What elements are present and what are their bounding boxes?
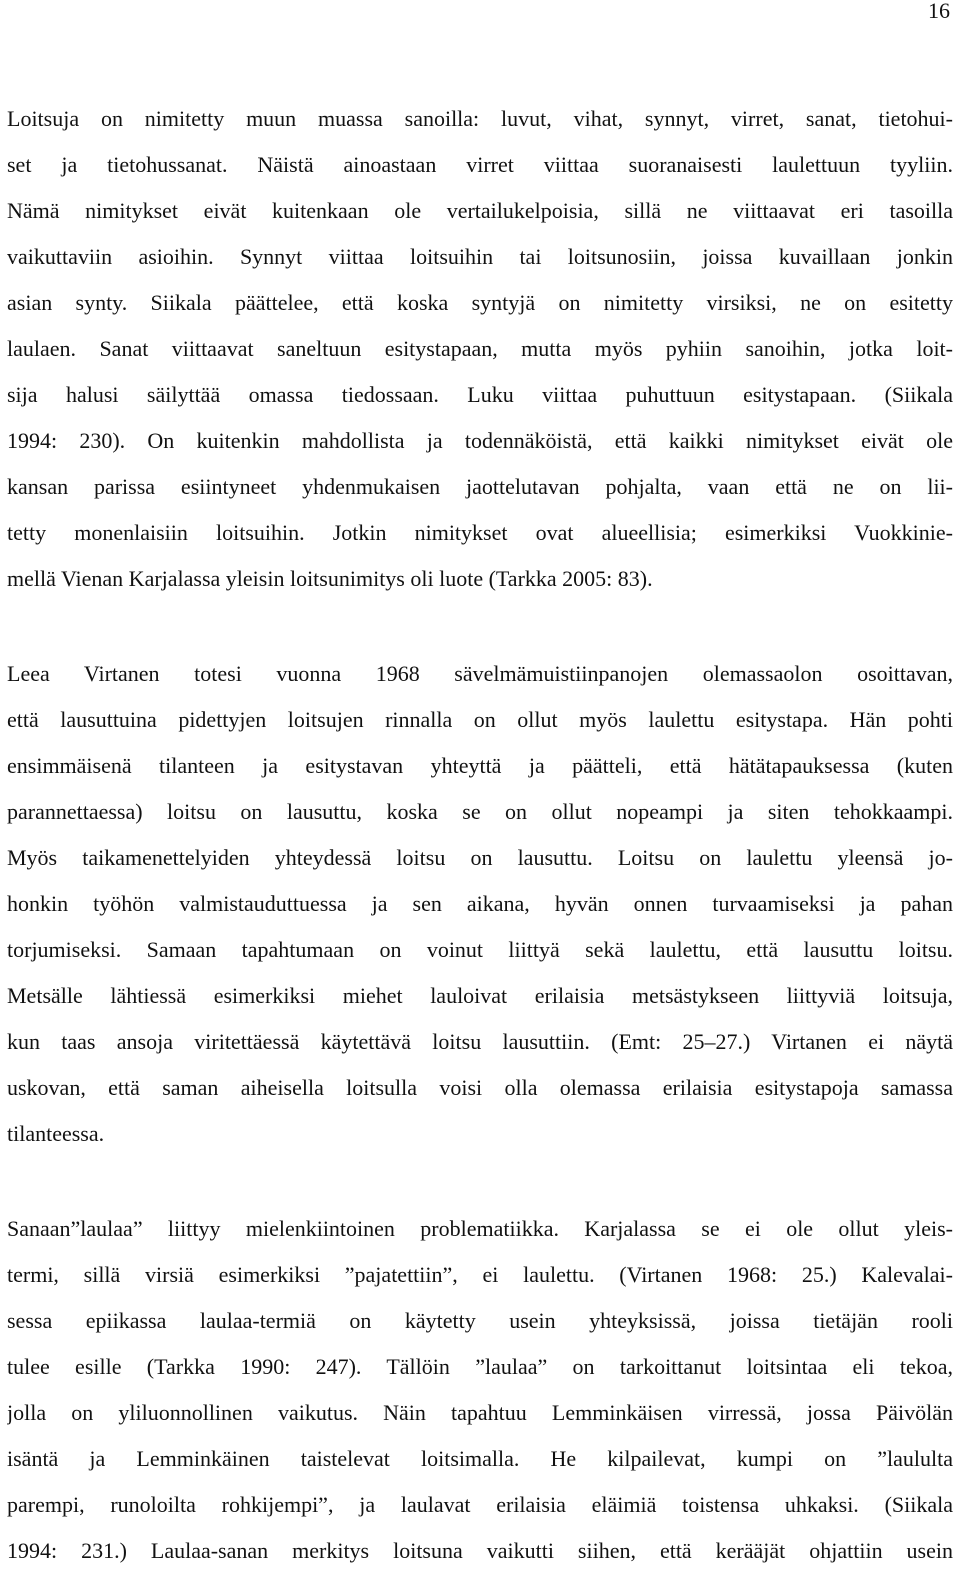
paragraph-2 xyxy=(7,651,953,1157)
paragraph-line: ensimmäisenä tilanteen ja esitystavan yhteyttä ja päätteli, että hätätapauksessa (kuten xyxy=(7,753,953,778)
paragraph-line: kun taas ansoja viritettäessä käytettävä loitsu lausuttiin. (Emt: 25–27.) Virtanen ei näytä xyxy=(7,1029,953,1054)
paragraph-line: 1994: 230). On kuitenkin mahdollista ja todennäköistä, että kaikki nimitykset eivät ole xyxy=(7,428,953,453)
paragraph-line: sessa epiikassa laulaa-termiä on käytetty usein yhteyksissä, joissa tietäjän rooli xyxy=(7,1308,953,1333)
paragraph-line: jolla on yliluonnollinen vaikutus. Näin tapahtuu Lemminkäisen virressä, jossa Päivölän xyxy=(7,1400,953,1425)
paragraph-3 xyxy=(7,1206,953,1574)
paragraph-line: sija halusi säilyttää omassa tiedossaan. Luku viittaa puhuttuun esitystapaan. (Siikala xyxy=(7,382,953,407)
paragraph-line: että lausuttuina pidettyjen loitsujen rinnalla on ollut myös laulettu esitystapa. Hän pohti xyxy=(7,707,953,732)
paragraph-line: uskovan, että saman aiheisella loitsulla voisi olla olemassa erilaisia esitystapoja samassa xyxy=(7,1075,953,1100)
paragraph-line: tetty monenlaisiin loitsuihin. Jotkin nimitykset ovat alueellisia; esimerkiksi Vuokkinie- xyxy=(7,520,953,545)
paragraph-line: set ja tietohussanat. Näistä ainoastaan virret viittaa suoranaisesti laulettuun tyyliin. xyxy=(7,152,953,177)
paragraph-line: isäntä ja Lemminkäinen taistelevat loitsimalla. He kilpailevat, kumpi on ”laululta xyxy=(7,1446,953,1471)
paragraph-1 xyxy=(7,96,953,602)
paragraph-line: parannettaessa) loitsu on lausuttu, koska se on ollut nopeampi ja siten tehokkaampi. xyxy=(7,799,953,824)
page-number: 16 xyxy=(928,0,950,23)
paragraph-line: Sanaan”laulaa” liittyy mielenkiintoinen problematiikka. Karjalassa se ei ole ollut yleis- xyxy=(7,1216,953,1241)
paragraph-line: 1994: 231.) Laulaa-sanan merkitys loitsuna vaikutti siihen, että kerääjät ohjattiin usein xyxy=(7,1538,953,1563)
paragraph-line: laulaen. Sanat viittaavat saneltuun esitystapaan, mutta myös pyhiin sanoihin, jotka loit- xyxy=(7,336,953,361)
paragraph-line: termi, sillä virsiä esimerkiksi ”pajatettiin”, ei laulettu. (Virtanen 1968: 25.) Kalevalai- xyxy=(7,1262,953,1287)
paragraph-line: Metsälle lähtiessä esimerkiksi miehet lauloivat erilaisia metsästykseen liittyviä loitsuja, xyxy=(7,983,953,1008)
paragraph-line: kansan parissa esiintyneet yhdenmukaisen jaottelutavan pohjalta, vaan että ne on lii- xyxy=(7,474,953,499)
paragraph-line: Leea Virtanen totesi vuonna 1968 sävelmämuistiinpanojen olemassaolon osoittavan, xyxy=(7,661,953,686)
paragraph-line: mellä Vienan Karjalassa yleisin loitsunimitys oli luote (Tarkka 2005: 83). xyxy=(7,566,653,591)
paragraph-line: parempi, runoloilta rohkijempi”, ja laulavat erilaisia eläimiä toistensa uhkaksi. (Siikala xyxy=(7,1492,953,1517)
paragraph-line: Nämä nimitykset eivät kuitenkaan ole vertailukelpoisia, sillä ne viittaavat eri tasoilla xyxy=(7,198,953,223)
paragraph-line: Myös taikamenettelyiden yhteydessä loitsu on lausuttu. Loitsu on laulettu yleensä jo- xyxy=(7,845,953,870)
paragraph-line: vaikuttaviin asioihin. Synnyt viittaa loitsuihin tai loitsunosiin, joissa kuvaillaan jonkin xyxy=(7,244,953,269)
paragraph-line: tulee esille (Tarkka 1990: 247). Tällöin ”laulaa” on tarkoittanut loitsintaa eli tekoa, xyxy=(7,1354,953,1379)
paragraph-line: tilanteessa. xyxy=(7,1121,105,1146)
paragraph-line: honkin työhön valmistauduttuessa ja sen aikana, hyvän onnen turvaamiseksi ja pahan xyxy=(7,891,953,916)
paragraph-line: asian synty. Siikala päättelee, että koska syntyjä on nimitetty virsiksi, ne on esitetty xyxy=(7,290,953,315)
paragraph-line: Loitsuja on nimitetty muun muassa sanoilla: luvut, vihat, synnyt, virret, sanat, tietohui- xyxy=(7,106,953,131)
paragraph-line: torjumiseksi. Samaan tapahtumaan on voinut liittyä sekä laulettu, että lausuttu loitsu. xyxy=(7,937,953,962)
